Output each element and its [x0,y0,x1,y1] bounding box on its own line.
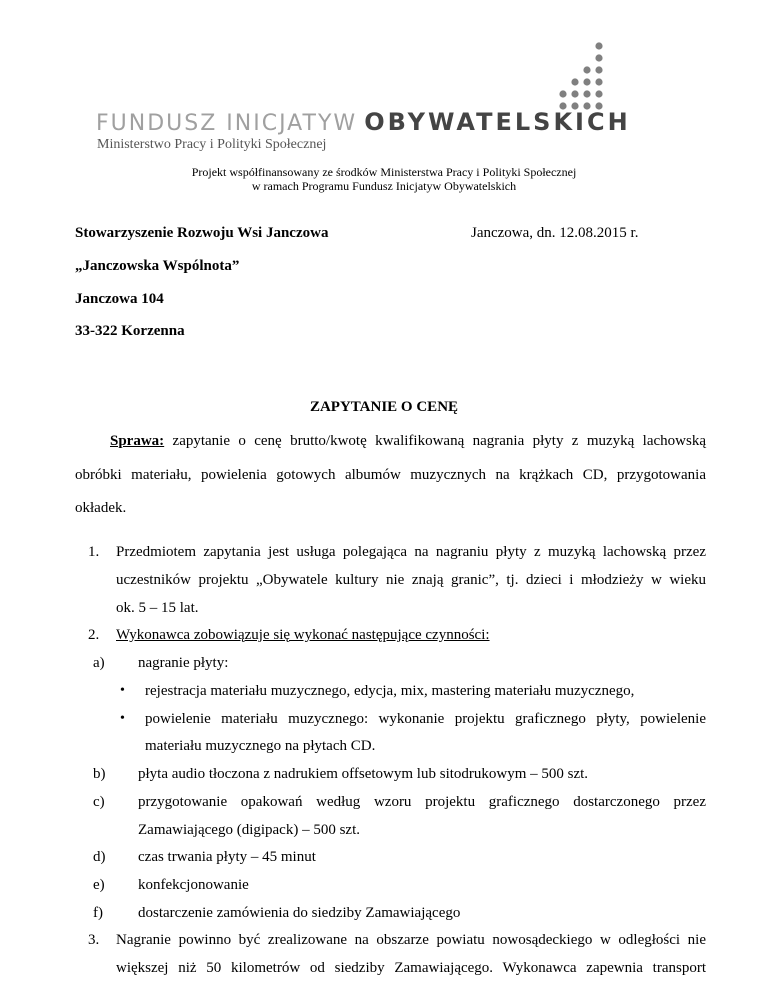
sender-city: 33-322 Korzenna [75,323,185,339]
logo-wordmark [96,108,631,136]
item-3-line-1: Nagranie powinno być zrealizowane na obszarze powiatu nowosądeckiego w odległości nie [116,932,706,948]
item-3-line-2: większej niż 50 kilometrów od siedziby Zamawiającego. Wykonawca zapewnia transport [116,960,706,976]
bullet-2-line-2: materiału muzycznego na płytach CD. [145,738,376,754]
bullet-2-icon: • [120,711,125,726]
logo-subtitle: Ministerstwo Pracy i Polityki Społecznej [97,137,327,152]
item-2a-label: a) [93,655,105,671]
item-3-number: 3. [88,932,100,948]
item-2-number: 2. [88,627,100,643]
sender-name: Stowarzyszenie Rozwoju Wsi Janczowa [75,225,329,241]
sender-name-2: „Janczowska Wspólnota” [75,258,240,274]
item-2d-text: czas trwania płyty – 45 minut [138,849,316,865]
bullet-2-line-1: powielenie materiału muzycznego: wykonanie projektu graficznego płyty, powielenie [145,711,706,727]
item-2e-text: konfekcjonowanie [138,877,249,893]
logo-text-light: FUNDUSZ INICJATYW [96,111,358,136]
subject-text-1: zapytanie o cenę brutto/kwotę kwalifikowaną nagrania płyty z muzyką lachowską [164,433,706,449]
item-1-line-3: ok. 5 – 15 lat. [116,600,199,616]
cofinance-line-1: Projekt współfinansowany ze środków Ministerstwa Pracy i Polityki Społecznej [191,165,577,179]
item-2c-label: c) [93,794,105,810]
item-2b-text: płyta audio tłoczona z nadrukiem offsetowym lub sitodrukowym – 500 szt. [138,766,589,782]
item-2a-text: nagranie płyty: [138,655,229,671]
logo-text-dark: OBYWATELSKICH [364,108,631,136]
item-2e-label: e) [93,877,105,893]
subject-line-1 [110,433,706,450]
item-2-line-1: Wykonawca zobowiązuje się wykonać następujące czynności: [116,627,490,643]
item-1-line-2: uczestników projektu „Obywatele kultury nie znają granic”, tj. dzieci i młodzieży w wieku [116,572,706,588]
item-2d-label: d) [93,849,106,865]
subject-label: Sprawa: [110,433,165,449]
cofinance-line-2: w ramach Programu Fundusz Inicjatyw Obywatelskich [251,179,517,193]
bullet-1-icon: • [120,683,125,698]
bullet-1-text: rejestracja materiału muzycznego, edycja, mix, mastering materiału muzycznego, [145,683,635,699]
item-2c-line-2: Zamawiającego (digipack) – 500 szt. [138,822,360,838]
item-2f-text: dostarczenie zamówienia do siedziby Zamawiającego [138,905,461,921]
item-2b-label: b) [93,766,106,782]
item-2f-label: f) [93,905,103,921]
document-title: ZAPYTANIE O CENĘ [309,399,459,415]
item-2c-line-1: przygotowanie opakowań według wzoru projektu graficznego dostarczonego przez [138,794,706,810]
sender-street: Janczowa 104 [75,291,164,307]
item-1-line-1: Przedmiotem zapytania jest usługa polegająca na nagraniu płyty z muzyką lachowską przez [116,544,706,560]
subject-line-2: obróbki materiału, powielenia gotowych albumów muzycznych na krążkach CD, przygotowania [75,467,706,483]
item-1-number: 1. [88,544,100,560]
place-date: Janczowa, dn. 12.08.2015 r. [471,225,639,241]
logo-dots-graphic [555,38,615,118]
subject-line-3: okładek. [75,500,127,516]
